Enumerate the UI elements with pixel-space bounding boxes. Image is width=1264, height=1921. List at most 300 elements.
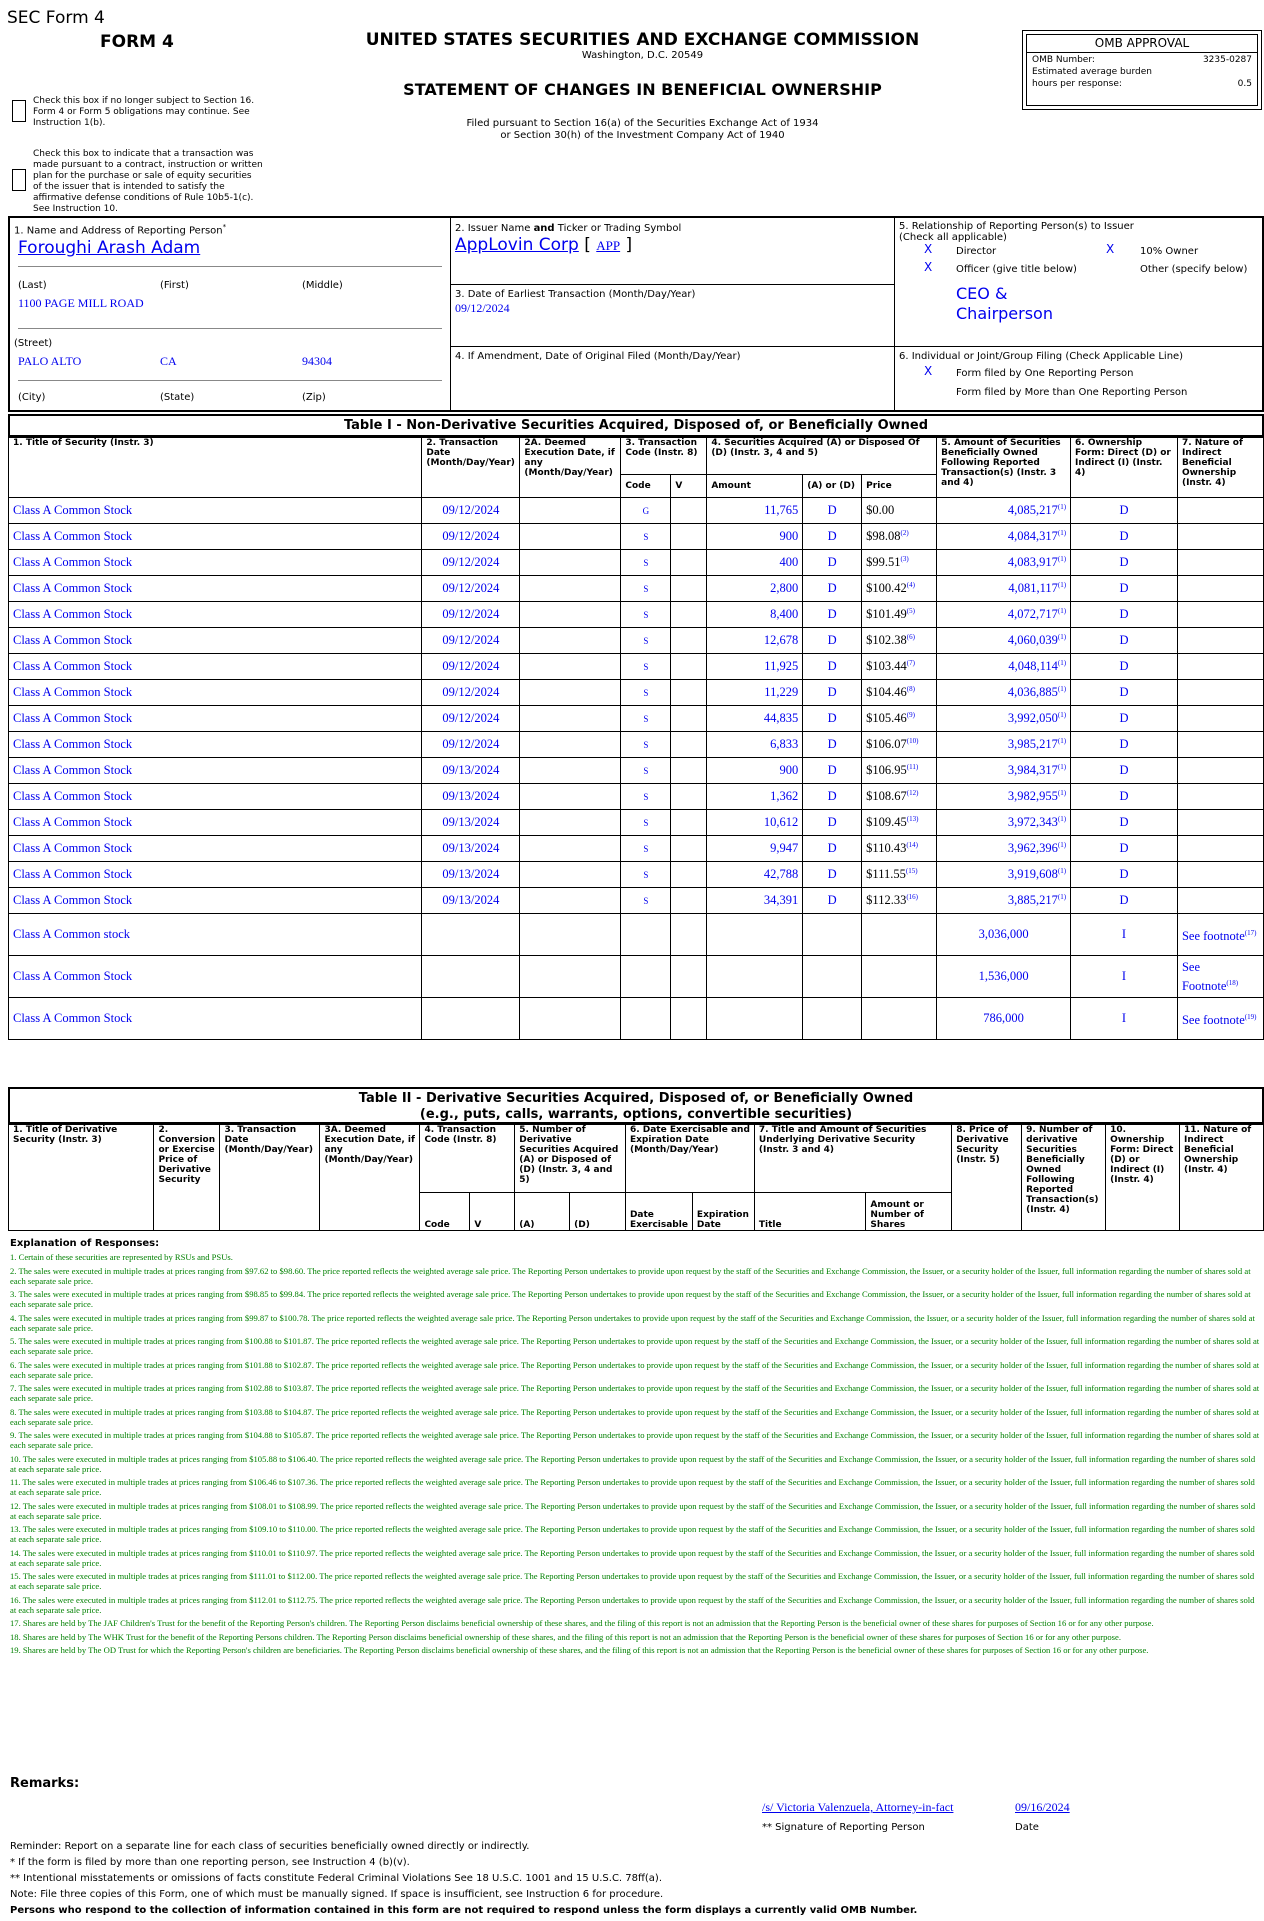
ownership-form: D bbox=[1071, 784, 1178, 810]
reporting-person-label: 1. Name and Address of Reporting Person* bbox=[14, 223, 227, 237]
transaction-code: S bbox=[621, 602, 671, 628]
commission-header bbox=[340, 30, 945, 61]
security-title: Class A Common Stock bbox=[9, 628, 422, 654]
note-line: Reminder: Report on a separate line for each class of securities beneficially owned directly or indirectly. bbox=[10, 1841, 530, 1852]
date-label: Date bbox=[1015, 1822, 1039, 1833]
t2-sub-expiration: Expiration Date bbox=[692, 1193, 754, 1231]
security-title: Class A Common Stock bbox=[9, 576, 422, 602]
security-title: Class A Common Stock bbox=[9, 550, 422, 576]
nature bbox=[1177, 836, 1263, 862]
transaction-code: S bbox=[621, 550, 671, 576]
amount: 900 bbox=[707, 758, 803, 784]
owned-following: 3,992,050$^{(1)}$ bbox=[937, 706, 1071, 732]
transaction-date: 09/12/2024 bbox=[422, 524, 520, 550]
transaction-date: 09/13/2024 bbox=[422, 888, 520, 914]
owned-following: 3,885,217$^{(1)}$ bbox=[937, 888, 1071, 914]
footnote: 14. The sales were executed in multiple trades at prices ranging from $110.01 to $110.97. The price reported reflects the weighted average sale price. The Reporting Person undertakes to provide upon request by the staff of the Securities and Exchange Commission, the Issuer, or a security holder of the Issuer, full information regarding the number of shares sold at each separate sale price. bbox=[10, 1547, 1255, 1568]
nature bbox=[1177, 732, 1263, 758]
owned-following: 3,984,317$^{(1)}$ bbox=[937, 758, 1071, 784]
one-person-label: Form filed by One Reporting Person bbox=[956, 368, 1134, 379]
filed-line-2: or Section 30(h) of the Investment Company Act of 1940 bbox=[500, 130, 785, 141]
t1-col-deemed: 2A. Deemed Execution Date, if any (Month/Day/Year) bbox=[520, 438, 621, 498]
owned-following: 4,085,217$^{(1)}$ bbox=[937, 498, 1071, 524]
acquired-disposed: D bbox=[803, 550, 862, 576]
issuer-name[interactable]: AppLovin Corp bbox=[455, 235, 579, 255]
deemed-date bbox=[520, 576, 621, 602]
acquired-disposed: D bbox=[803, 680, 862, 706]
t1-sub-price: Price bbox=[862, 475, 937, 498]
t2-col-code: 4. Transaction Code (Instr. 8) bbox=[420, 1125, 515, 1193]
nature bbox=[1177, 810, 1263, 836]
price: $98.08$^{(2)}$ bbox=[862, 524, 937, 550]
nature bbox=[1177, 550, 1263, 576]
transaction-code: S bbox=[621, 706, 671, 732]
acquired-disposed: D bbox=[803, 628, 862, 654]
table-row bbox=[9, 550, 1264, 576]
amendment-label: 4. If Amendment, Date of Original Filed (Month/Day/Year) bbox=[455, 351, 741, 362]
t2-col-nature: 11. Nature of Indirect Beneficial Ownership (Instr. 4) bbox=[1180, 1125, 1264, 1231]
t1-col-owned: 5. Amount of Securities Beneficially Owned Following Reported Transaction(s) (Instr. 3 and 4) bbox=[937, 438, 1071, 498]
state-label: (State) bbox=[160, 392, 195, 403]
acquired-disposed: D bbox=[803, 888, 862, 914]
earliest-date: 09/12/2024 bbox=[455, 301, 510, 315]
footnote: 7. The sales were executed in multiple trades at prices ranging from $102.88 to $103.87. The price reported reflects the weighted average sale price. The Reporting Person undertakes to provide upon request by the staff of the Securities and Exchange Commission, the Issuer, or a security holder of the Issuer, full information regarding the number of shares sold at each separate sale price. bbox=[10, 1383, 1260, 1403]
deemed-date bbox=[520, 550, 621, 576]
t2-sub-title: Title bbox=[754, 1193, 866, 1231]
transaction-date: 09/12/2024 bbox=[422, 654, 520, 680]
nature bbox=[1177, 576, 1263, 602]
ownership-form: D bbox=[1071, 498, 1178, 524]
transaction-code: G bbox=[621, 498, 671, 524]
note-line: Note: File three copies of this Form, one of which must be manually signed. If space is insufficient, see Instruction 6 for procedure. bbox=[10, 1889, 664, 1900]
deemed-date bbox=[520, 498, 621, 524]
t1-sub-code: Code bbox=[621, 475, 671, 498]
t2-col-deemed: 3A. Deemed Execution Date, if any (Month/Day/Year) bbox=[320, 1125, 420, 1231]
ownership-form: D bbox=[1071, 550, 1178, 576]
security-title: Class A Common Stock bbox=[9, 888, 422, 914]
amount: 400 bbox=[707, 550, 803, 576]
price: $110.43$^{(14)}$ bbox=[862, 836, 937, 862]
omb-title: OMB APPROVAL bbox=[1027, 35, 1257, 53]
form-name: FORM 4 bbox=[100, 32, 174, 52]
officer-label: Officer (give title below) bbox=[956, 264, 1077, 275]
t1-col-acquired: 4. Securities Acquired (A) or Disposed Of (D) (Instr. 3, 4 and 5) bbox=[707, 438, 937, 475]
t2-sub-v: V bbox=[470, 1193, 515, 1231]
nature bbox=[1177, 758, 1263, 784]
t1-col-form: 6. Ownership Form: Direct (D) or Indirect (I) (Instr. 4) bbox=[1071, 438, 1178, 498]
note-line: Persons who respond to the collection of information contained in this form are not required to respond unless the form displays a currently valid OMB Number. bbox=[10, 1905, 918, 1916]
owned-following: 4,084,317$^{(1)}$ bbox=[937, 524, 1071, 550]
transaction-code: S bbox=[621, 810, 671, 836]
amount: 44,835 bbox=[707, 706, 803, 732]
ownership-form: D bbox=[1071, 706, 1178, 732]
footnote: 16. The sales were executed in multiple trades at prices ranging from $112.01 to $112.75. The price reported reflects the weighted average sale price. The Reporting Person undertakes to provide upon request by the staff of the Securities and Exchange Commission, the Issuer, or a security holder of the Issuer, full information regarding the number of shares sold at each separate sale price. bbox=[10, 1594, 1255, 1615]
amount: 34,391 bbox=[707, 888, 803, 914]
issuer-ticker[interactable]: APP bbox=[596, 238, 621, 253]
footnote: 9. The sales were executed in multiple trades at prices ranging from $104.88 to $105.87. The price reported reflects the weighted average sale price. The Reporting Person undertakes to provide upon request by the staff of the Securities and Exchange Commission, the Issuer, or a security holder of the Issuer, full information regarding the number of shares sold at each separate sale price. bbox=[10, 1430, 1260, 1450]
officer-title: CEO & Chairperson bbox=[956, 284, 1053, 323]
footnote: 18. Shares are held by The WHK Trust for the benefit of the Reporting Persons children. The Reporting Person disclaims beneficial ownership of these shares, and the filing of this report is not an admission that the Reporting Person is the beneficial owner of these shares for purposes of Section 16 or for any other purpose. bbox=[10, 1631, 1121, 1642]
owned-following: 4,072,717$^{(1)}$ bbox=[937, 602, 1071, 628]
table-row bbox=[9, 524, 1264, 550]
deemed-date bbox=[520, 680, 621, 706]
reporting-person-name[interactable]: Foroughi Arash Adam bbox=[18, 238, 201, 258]
transaction-code: S bbox=[621, 732, 671, 758]
owned-following: 1,536,000 bbox=[937, 956, 1071, 998]
transaction-code: S bbox=[621, 576, 671, 602]
price: $111.55$^{(15)}$ bbox=[862, 862, 937, 888]
omb-hours-label: hours per response: bbox=[1032, 79, 1122, 89]
multiple-person-label: Form filed by More than One Reporting Person bbox=[956, 387, 1188, 398]
omb-hours: 0.5 bbox=[1237, 79, 1252, 89]
omb-approval-box bbox=[1022, 30, 1262, 110]
amount: 9,947 bbox=[707, 836, 803, 862]
owned-following: 4,081,117$^{(1)}$ bbox=[937, 576, 1071, 602]
acquired-disposed: D bbox=[803, 602, 862, 628]
t2-col-number: 5. Number of Derivative Securities Acquired (A) or Disposed of (D) (Instr. 3, 4 and 5) bbox=[515, 1125, 626, 1193]
t2-col-exercisable: 6. Date Exercisable and Expiration Date (Month/Day/Year) bbox=[625, 1125, 754, 1193]
signature-name[interactable]: /s/ Victoria Valenzuela, Attorney-in-fact bbox=[762, 1800, 954, 1814]
reporting-person-section bbox=[10, 218, 451, 410]
explanation-section bbox=[10, 1238, 1260, 1659]
ten-percent-owner-mark: X bbox=[1106, 242, 1115, 256]
transaction-code: S bbox=[621, 888, 671, 914]
remarks-heading: Remarks: bbox=[10, 1776, 80, 1791]
price: $0.00 bbox=[862, 498, 937, 524]
amount: 1,362 bbox=[707, 784, 803, 810]
footnote: 3. The sales were executed in multiple trades at prices ranging from $98.85 to $99.84. The price reported reflects the weighted average sale price. The Reporting Person undertakes to provide upon request by the staff of the Securities and Exchange Commission, the Issuer, or a security holder of the Issuer, full information regarding the number of shares sold at each separate sale price. bbox=[10, 1289, 1251, 1309]
transaction-date: 09/12/2024 bbox=[422, 550, 520, 576]
street-value: 1100 PAGE MILL ROAD bbox=[18, 296, 144, 310]
t2-col-title: 1. Title of Derivative Security (Instr. 3) bbox=[9, 1125, 154, 1231]
city-label: (City) bbox=[18, 392, 46, 403]
security-title: Class A Common Stock bbox=[9, 680, 422, 706]
transaction-date: 09/12/2024 bbox=[422, 680, 520, 706]
price: $106.07$^{(10)}$ bbox=[862, 732, 937, 758]
v-flag bbox=[671, 602, 707, 628]
t1-sub-v: V bbox=[671, 475, 707, 498]
deemed-date bbox=[520, 836, 621, 862]
footnote: 10. The sales were executed in multiple trades at prices ranging from $105.88 to $106.40. The price reported reflects the weighted average sale price. The Reporting Person undertakes to provide upon request by the staff of the Securities and Exchange Commission, the Issuer, or a security holder of the Issuer, full information regarding the number of shares sold at each separate sale price. bbox=[10, 1453, 1256, 1474]
ownership-form: I bbox=[1071, 914, 1178, 956]
owned-following: 4,048,114$^{(1)}$ bbox=[937, 654, 1071, 680]
security-title: Class A Common Stock bbox=[9, 998, 422, 1040]
transaction-date: 09/12/2024 bbox=[422, 602, 520, 628]
amount: 6,833 bbox=[707, 732, 803, 758]
deemed-date bbox=[520, 602, 621, 628]
table-row bbox=[9, 628, 1264, 654]
table-row bbox=[9, 576, 1264, 602]
price: $108.67$^{(12)}$ bbox=[862, 784, 937, 810]
omb-number: 3235-0287 bbox=[1202, 55, 1252, 65]
transaction-date: 09/12/2024 bbox=[422, 498, 520, 524]
transaction-code: S bbox=[621, 680, 671, 706]
zip-value: 94304 bbox=[302, 354, 332, 368]
t1-sub-ad: (A) or (D) bbox=[803, 475, 862, 498]
v-flag bbox=[671, 784, 707, 810]
ownership-form: D bbox=[1071, 680, 1178, 706]
issuer-name-row: AppLovin Corp [ APP ] bbox=[455, 235, 633, 255]
transaction-date: 09/13/2024 bbox=[422, 810, 520, 836]
transaction-code: S bbox=[621, 654, 671, 680]
footnote: 5. The sales were executed in multiple trades at prices ranging from $100.88 to $101.87. The price reported reflects the weighted average sale price. The Reporting Person undertakes to provide upon request by the staff of the Securities and Exchange Commission, the Issuer, or a security holder of the Issuer, full information regarding the number of shares sold at each separate sale price. bbox=[10, 1336, 1260, 1356]
deemed-date bbox=[520, 862, 621, 888]
amount: 11,229 bbox=[707, 680, 803, 706]
nature bbox=[1177, 628, 1263, 654]
owned-following: 4,083,917$^{(1)}$ bbox=[937, 550, 1071, 576]
ownership-form: D bbox=[1071, 810, 1178, 836]
price: $101.49$^{(5)}$ bbox=[862, 602, 937, 628]
owned-following: 4,036,885$^{(1)}$ bbox=[937, 680, 1071, 706]
v-flag bbox=[671, 680, 707, 706]
transaction-code: S bbox=[621, 862, 671, 888]
acquired-disposed: D bbox=[803, 784, 862, 810]
issuer-label: 2. Issuer Name and Ticker or Trading Symbol bbox=[455, 223, 682, 234]
security-title: Class A Common Stock bbox=[9, 784, 422, 810]
t2-sub-exercisable: Date Exercisable bbox=[625, 1193, 692, 1231]
zip-label: (Zip) bbox=[302, 392, 326, 403]
deemed-date bbox=[520, 732, 621, 758]
acquired-disposed: D bbox=[803, 862, 862, 888]
ownership-form: D bbox=[1071, 862, 1178, 888]
v-flag bbox=[671, 524, 707, 550]
filed-pursuant bbox=[340, 118, 945, 142]
table-row bbox=[9, 784, 1264, 810]
issuer-section bbox=[450, 218, 895, 410]
page-label: SEC Form 4 bbox=[7, 8, 105, 28]
omb-number-label: OMB Number: bbox=[1032, 55, 1095, 65]
amount: 11,765 bbox=[707, 498, 803, 524]
owned-following: 3,962,396$^{(1)}$ bbox=[937, 836, 1071, 862]
table-row bbox=[9, 602, 1264, 628]
transaction-code: S bbox=[621, 758, 671, 784]
table-row bbox=[9, 810, 1264, 836]
v-flag bbox=[671, 836, 707, 862]
price: $99.51$^{(3)}$ bbox=[862, 550, 937, 576]
signature-label: ** Signature of Reporting Person bbox=[762, 1822, 925, 1833]
ownership-form: D bbox=[1071, 758, 1178, 784]
t1-col-date: 2. Transaction Date (Month/Day/Year) bbox=[422, 438, 520, 498]
security-title: Class A Common Stock bbox=[9, 654, 422, 680]
owned-following: 3,972,343$^{(1)}$ bbox=[937, 810, 1071, 836]
deemed-date bbox=[520, 784, 621, 810]
nature: See footnote$^{(17)}$ bbox=[1177, 914, 1263, 956]
security-title: Class A Common Stock bbox=[9, 836, 422, 862]
footnote: 19. Shares are held by The OD Trust for which the Reporting Person's children are beneficiaries. The Reporting Person disclaims beneficial ownership of these shares, and the filing of this report is not an admission that the Reporting Person is the beneficial owner of these shares for purposes of Section 16 or for any other purpose. bbox=[10, 1645, 1149, 1655]
t2-col-price: 8. Price of Derivative Security (Instr. 5) bbox=[952, 1125, 1022, 1231]
commission-title: UNITED STATES SECURITIES AND EXCHANGE COMMISSION bbox=[365, 30, 920, 50]
transaction-date: 09/12/2024 bbox=[422, 576, 520, 602]
note-line: ** Intentional misstatements or omissions of facts constitute Federal Criminal Violations See 18 U.S.C. 1001 and 15 U.S.C. 78ff(a). bbox=[10, 1873, 663, 1884]
last-label: (Last) bbox=[18, 280, 47, 291]
security-title: Class A Common Stock bbox=[9, 758, 422, 784]
table-row bbox=[9, 998, 1264, 1040]
owned-following: 4,060,039$^{(1)}$ bbox=[937, 628, 1071, 654]
footnote: 15. The sales were executed in multiple trades at prices ranging from $111.01 to $112.00. The price reported reflects the weighted average sale price. The Reporting Person undertakes to provide upon request by the staff of the Securities and Exchange Commission, the Issuer, or a security holder of the Issuer, full information regarding the number of shares sold at each separate sale price. bbox=[10, 1571, 1255, 1591]
deemed-date bbox=[520, 706, 621, 732]
transaction-code: S bbox=[621, 628, 671, 654]
t2-sub-amount: Amount or Number of Shares bbox=[866, 1193, 952, 1231]
filing-label: 6. Individual or Joint/Group Filing (Check Applicable Line) bbox=[899, 351, 1184, 362]
deemed-date bbox=[520, 888, 621, 914]
deemed-date bbox=[520, 758, 621, 784]
price: $103.44$^{(7)}$ bbox=[862, 654, 937, 680]
note-line: * If the form is filed by more than one reporting person, see Instruction 4 (b)(v). bbox=[10, 1857, 410, 1868]
footnote: 1. Certain of these securities are represented by RSUs and PSUs. bbox=[10, 1252, 233, 1262]
transaction-code: S bbox=[621, 524, 671, 550]
acquired-disposed: D bbox=[803, 836, 862, 862]
v-flag bbox=[671, 498, 707, 524]
owned-following: 786,000 bbox=[937, 998, 1071, 1040]
nature bbox=[1177, 706, 1263, 732]
v-flag bbox=[671, 888, 707, 914]
security-title: Class A Common stock bbox=[9, 914, 422, 956]
acquired-disposed: D bbox=[803, 732, 862, 758]
owned-following: 3,982,955$^{(1)}$ bbox=[937, 784, 1071, 810]
nature bbox=[1177, 888, 1263, 914]
section16-checkbox-label: Check this box if no longer subject to Section 16. Form 4 or Form 5 obligations may continue. See Instruction 1(b). bbox=[33, 96, 255, 128]
street-label: (Street) bbox=[14, 338, 53, 349]
security-title: Class A Common Stock bbox=[9, 602, 422, 628]
explanation-heading: Explanation of Responses: bbox=[10, 1238, 160, 1249]
nature bbox=[1177, 784, 1263, 810]
table-row bbox=[9, 758, 1264, 784]
footnote: 8. The sales were executed in multiple trades at prices ranging from $103.88 to $104.87. The price reported reflects the weighted average sale price. The Reporting Person undertakes to provide upon request by the staff of the Securities and Exchange Commission, the Issuer, or a security holder of the Issuer, full information regarding the number of shares sold at each separate sale price. bbox=[10, 1406, 1260, 1427]
form-notes bbox=[10, 1839, 917, 1919]
transaction-date: 09/12/2024 bbox=[422, 706, 520, 732]
t2-col-owned: 9. Number of derivative Securities Beneficially Owned Following Reported Transaction(s) (Instr. 4) bbox=[1022, 1125, 1106, 1231]
acquired-disposed: D bbox=[803, 524, 862, 550]
transaction-date: 09/13/2024 bbox=[422, 758, 520, 784]
signature-date[interactable]: 09/16/2024 bbox=[1015, 1800, 1070, 1814]
owned-following: 3,036,000 bbox=[937, 914, 1071, 956]
ownership-form: D bbox=[1071, 654, 1178, 680]
transaction-date: 09/13/2024 bbox=[422, 836, 520, 862]
t1-col-code: 3. Transaction Code (Instr. 8) bbox=[621, 438, 707, 475]
nature bbox=[1177, 654, 1263, 680]
security-title: Class A Common Stock bbox=[9, 498, 422, 524]
transaction-date: 09/13/2024 bbox=[422, 862, 520, 888]
v-flag bbox=[671, 628, 707, 654]
earliest-date-label: 3. Date of Earliest Transaction (Month/Day/Year) bbox=[455, 289, 696, 300]
transaction-date: 09/13/2024 bbox=[422, 784, 520, 810]
rule10b5-checkbox-label: Check this box to indicate that a transaction was made pursuant to a contract, instruction or written plan for the purchase or sale of equity securities of the issuer that is intended to satisfy the affirmative defense conditions of Rule 10b5-1(c). See Instruction 10. bbox=[33, 149, 263, 214]
t2-sub-code: Code bbox=[420, 1193, 470, 1231]
t2-col-form: 10. Ownership Form: Direct (D) or Indirect (I) (Instr. 4) bbox=[1106, 1125, 1180, 1231]
security-title: Class A Common Stock bbox=[9, 732, 422, 758]
nature bbox=[1177, 680, 1263, 706]
t2-sub-d: (D) bbox=[570, 1193, 626, 1231]
statement-title: STATEMENT OF CHANGES IN BENEFICIAL OWNERSHIP bbox=[403, 80, 882, 99]
table-row bbox=[9, 732, 1264, 758]
price: $104.46$^{(8)}$ bbox=[862, 680, 937, 706]
director-mark: X bbox=[924, 242, 933, 256]
ten-percent-owner-label: 10% Owner bbox=[1140, 246, 1199, 257]
table-row bbox=[9, 836, 1264, 862]
one-person-mark: X bbox=[924, 364, 933, 378]
first-label: (First) bbox=[160, 280, 189, 291]
acquired-disposed: D bbox=[803, 758, 862, 784]
transaction-date: 09/12/2024 bbox=[422, 732, 520, 758]
price: $102.38$^{(6)}$ bbox=[862, 628, 937, 654]
relationship-label: 5. Relationship of Reporting Person(s) to Issuer (Check all applicable) bbox=[899, 221, 1134, 243]
footnote: 12. The sales were executed in multiple trades at prices ranging from $108.01 to $108.99. The price reported reflects the weighted average sale price. The Reporting Person undertakes to provide upon request by the staff of the Securities and Exchange Commission, the Issuer, or a security holder of the Issuer, full information regarding the number of shares sold at each separate sale price. bbox=[10, 1500, 1256, 1521]
city-value: PALO ALTO bbox=[18, 354, 82, 368]
v-flag bbox=[671, 550, 707, 576]
transaction-code: S bbox=[621, 836, 671, 862]
v-flag bbox=[671, 576, 707, 602]
ownership-form: D bbox=[1071, 602, 1178, 628]
table-row bbox=[9, 862, 1264, 888]
security-title: Class A Common Stock bbox=[9, 862, 422, 888]
security-title: Class A Common Stock bbox=[9, 956, 422, 998]
deemed-date bbox=[520, 628, 621, 654]
ownership-form: I bbox=[1071, 956, 1178, 998]
amount: 2,800 bbox=[707, 576, 803, 602]
deemed-date bbox=[520, 524, 621, 550]
footnote: 4. The sales were executed in multiple trades at prices ranging from $99.87 to $100.78. The price reported reflects the weighted average sale price. The Reporting Person undertakes to provide upon request by the staff of the Securities and Exchange Commission, the Issuer, or a security holder of the Issuer, full information regarding the number of shares sold at each separate sale price. bbox=[10, 1312, 1255, 1333]
deemed-date bbox=[520, 654, 621, 680]
table-row bbox=[9, 706, 1264, 732]
nature bbox=[1177, 602, 1263, 628]
nature bbox=[1177, 862, 1263, 888]
table2-title: Table II - Derivative Securities Acquired, Disposed of, or Beneficially Owned (e.g., puts, calls, warrants, options, convertible securities) bbox=[8, 1087, 1264, 1124]
deemed-date bbox=[520, 810, 621, 836]
section16-checkbox[interactable] bbox=[12, 100, 26, 122]
table-row bbox=[9, 680, 1264, 706]
t1-sub-amount: Amount bbox=[707, 475, 803, 498]
security-title: Class A Common Stock bbox=[9, 706, 422, 732]
table-row bbox=[9, 498, 1264, 524]
ownership-form: D bbox=[1071, 888, 1178, 914]
ownership-form: D bbox=[1071, 524, 1178, 550]
acquired-disposed: D bbox=[803, 576, 862, 602]
amount: 10,612 bbox=[707, 810, 803, 836]
middle-label: (Middle) bbox=[302, 280, 343, 291]
table-row bbox=[9, 654, 1264, 680]
price: $105.46$^{(9)}$ bbox=[862, 706, 937, 732]
security-title: Class A Common Stock bbox=[9, 810, 422, 836]
price: $100.42$^{(4)}$ bbox=[862, 576, 937, 602]
v-flag bbox=[671, 706, 707, 732]
table1-title: Table I - Non-Derivative Securities Acquired, Disposed of, or Beneficially Owned bbox=[8, 414, 1264, 437]
amount: 8,400 bbox=[707, 602, 803, 628]
amount: 900 bbox=[707, 524, 803, 550]
footnote: 17. Shares are held by The JAF Children's Trust for the benefit of the Reporting Person's children. The Reporting Person disclaims beneficial ownership of these shares, and the filing of this report is not an admission that the Reporting Person is the beneficial owner of these shares for purposes of Section 16 or for any other purpose. bbox=[10, 1618, 1154, 1628]
footnote: 13. The sales were executed in multiple trades at prices ranging from $109.10 to $110.00. The price reported reflects the weighted average sale price. The Reporting Person undertakes to provide upon request by the staff of the Securities and Exchange Commission, the Issuer, or a security holder of the Issuer, full information regarding the number of shares sold at each separate sale price. bbox=[10, 1524, 1255, 1544]
security-title: Class A Common Stock bbox=[9, 524, 422, 550]
acquired-disposed: D bbox=[803, 498, 862, 524]
rule10b5-checkbox[interactable] bbox=[12, 169, 26, 191]
v-flag bbox=[671, 810, 707, 836]
reporting-header-box bbox=[8, 216, 1264, 412]
owned-following: 3,985,217$^{(1)}$ bbox=[937, 732, 1071, 758]
nature bbox=[1177, 498, 1263, 524]
omb-burden-label: Estimated average burden bbox=[1032, 67, 1152, 77]
price: $106.95$^{(11)}$ bbox=[862, 758, 937, 784]
t1-col-nature: 7. Nature of Indirect Beneficial Ownership (Instr. 4) bbox=[1177, 438, 1263, 498]
ownership-form: D bbox=[1071, 576, 1178, 602]
footnote: 6. The sales were executed in multiple trades at prices ranging from $101.88 to $102.87. The price reported reflects the weighted average sale price. The Reporting Person undertakes to provide upon request by the staff of the Securities and Exchange Commission, the Issuer, or a security holder of the Issuer, full information regarding the number of shares sold at each separate sale price. bbox=[10, 1359, 1260, 1380]
nature: See Footnote$^{(18)}$ bbox=[1177, 956, 1263, 998]
t2-col-underlying: 7. Title and Amount of Securities Underlying Derivative Security (Instr. 3 and 4) bbox=[754, 1125, 951, 1193]
state-value: CA bbox=[160, 354, 177, 368]
price: $109.45$^{(13)}$ bbox=[862, 810, 937, 836]
ownership-form: D bbox=[1071, 836, 1178, 862]
commission-location: Washington, D.C. 20549 bbox=[581, 50, 704, 61]
v-flag bbox=[671, 732, 707, 758]
filed-line-1: Filed pursuant to Section 16(a) of the Securities Exchange Act of 1934 bbox=[466, 118, 819, 129]
